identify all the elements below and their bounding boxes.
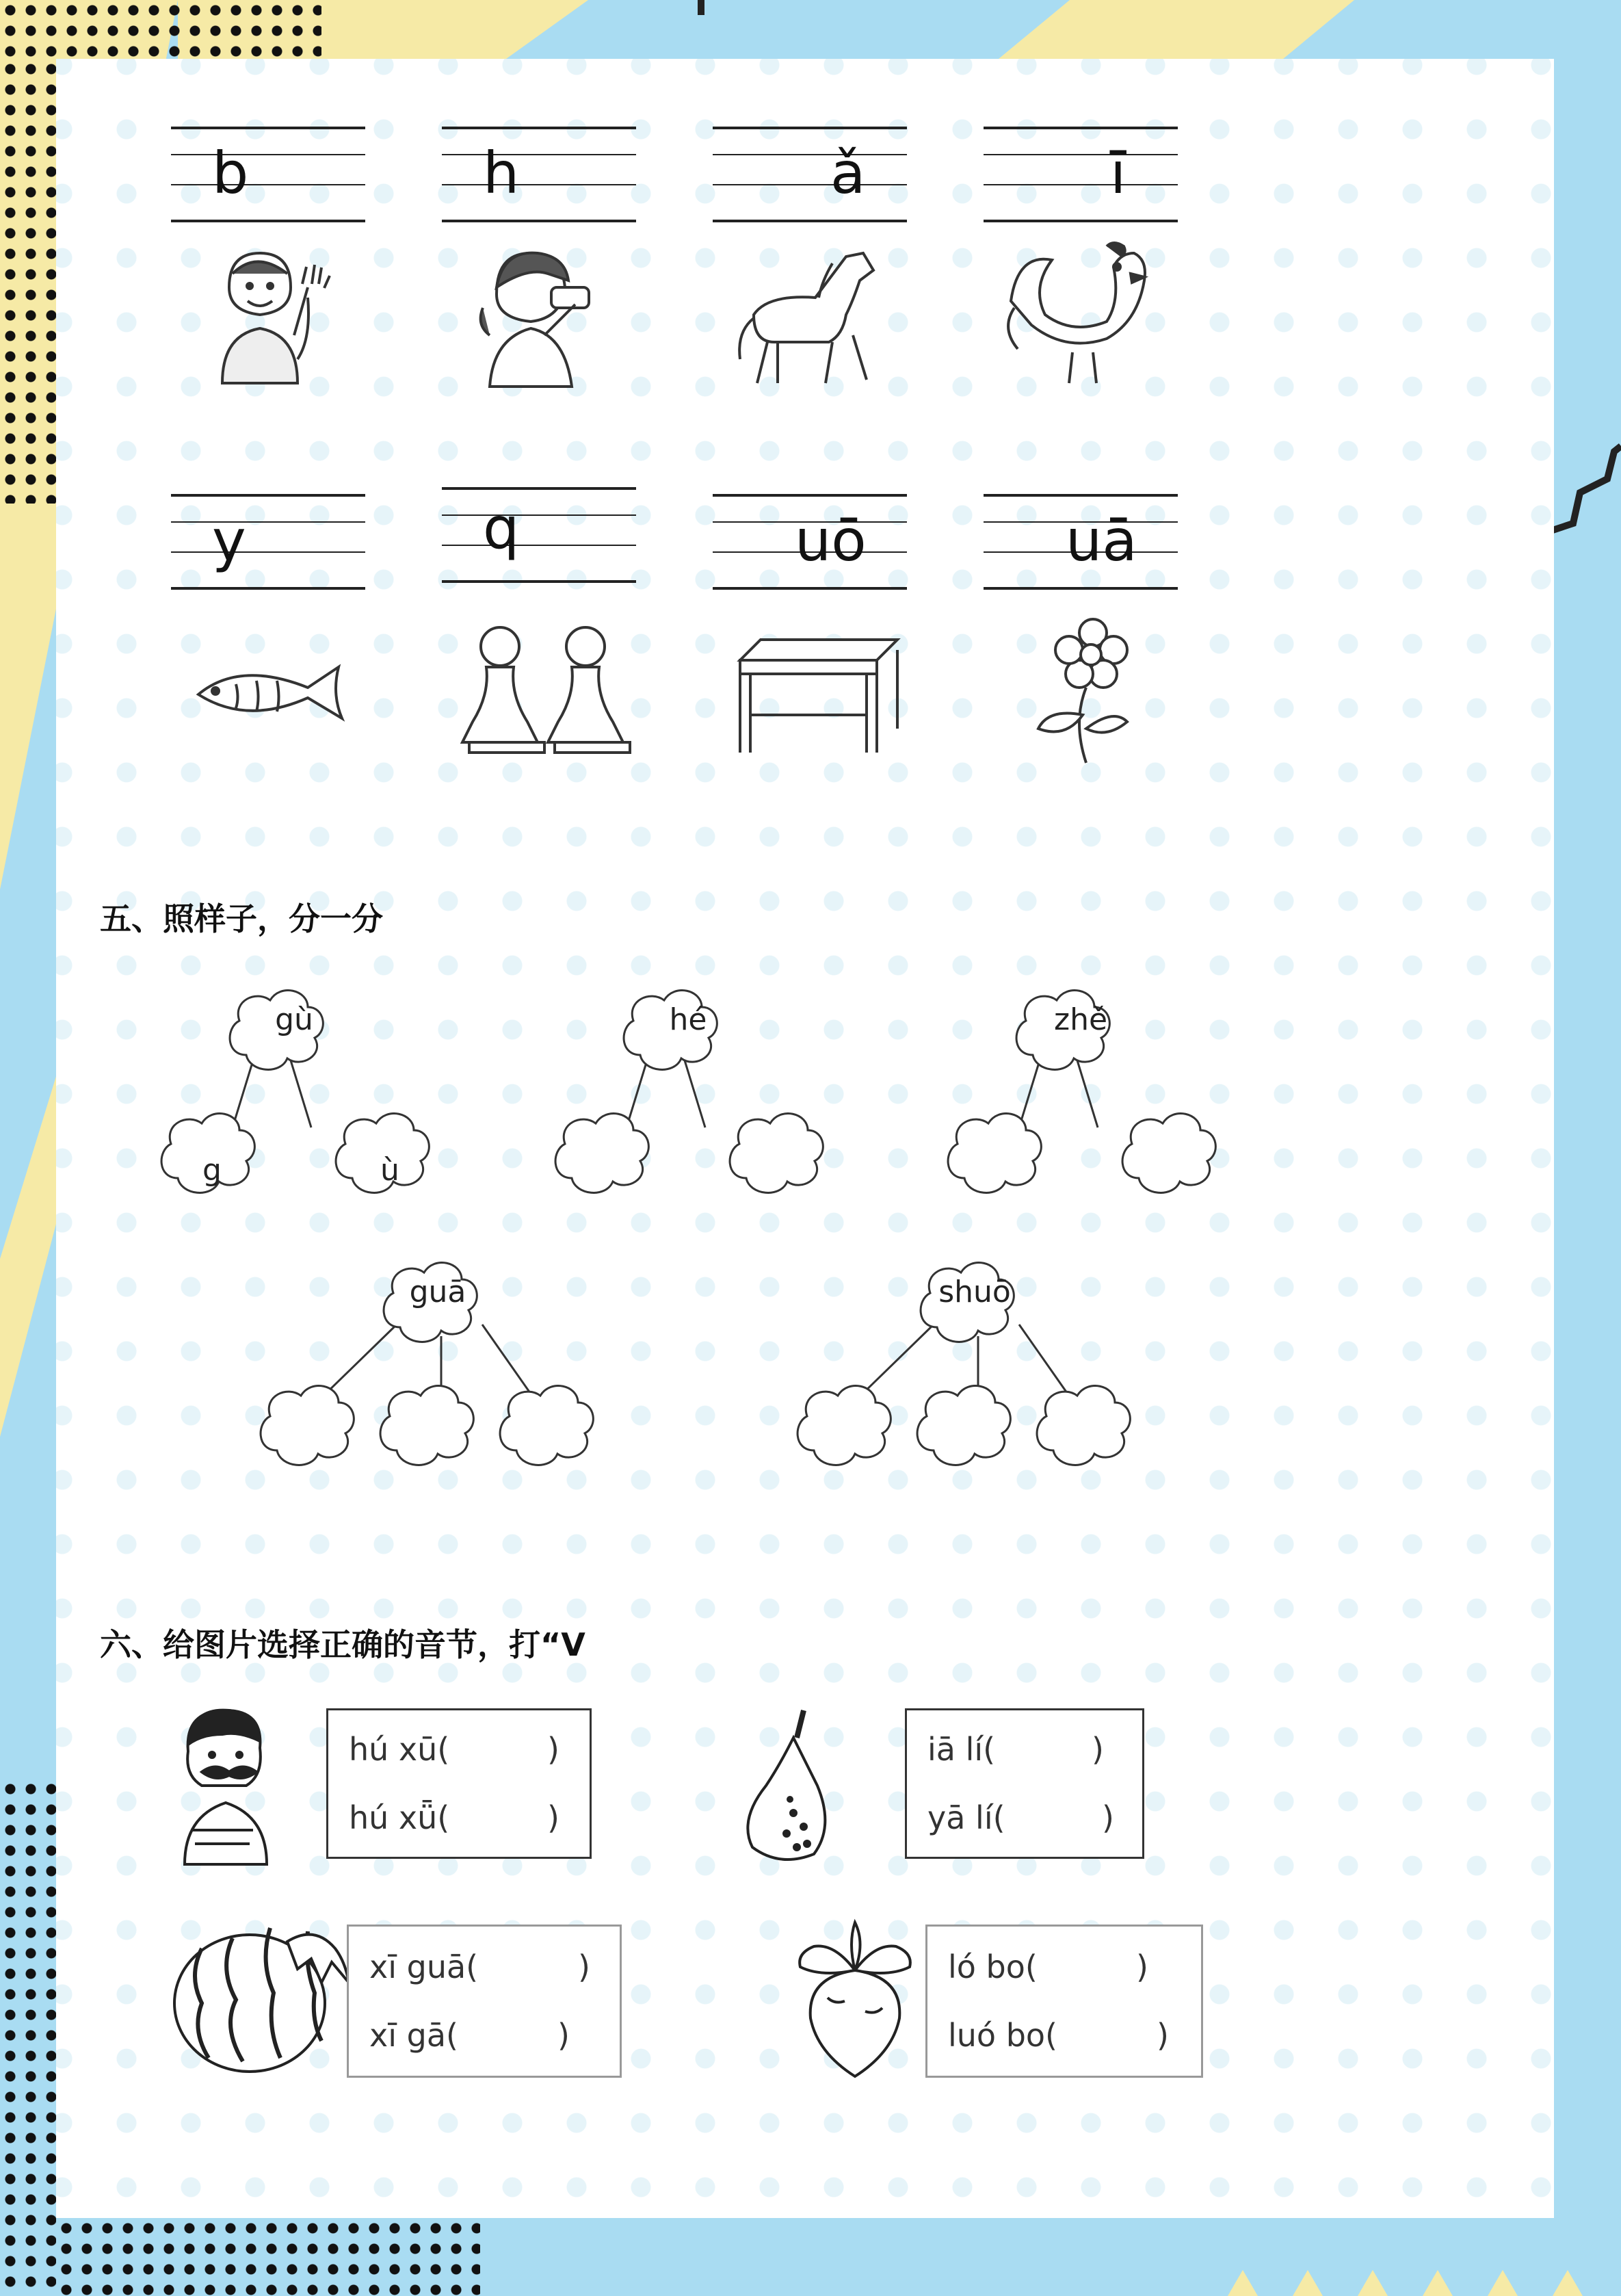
pinyin-grid[interactable] [171,127,365,222]
fish-icon [171,612,365,770]
flower-icon [984,612,1178,770]
close-paren: ) [578,1948,590,1985]
pinyin-grid[interactable] [442,127,636,222]
syllable-option[interactable]: hú xū( [349,1731,450,1768]
pinyin-grid[interactable] [442,487,636,583]
tree-child-slot[interactable] [558,1136,654,1204]
tree-child-slot[interactable] [923,1406,1019,1474]
deco-triangle [1228,2270,1258,2296]
deco-dots-bottom-left [0,1779,56,2296]
close-paren: ) [1157,2017,1169,2054]
deco-top-mark [691,0,711,21]
pinyin-letter: uō [795,507,867,574]
tree-child-slot[interactable] [951,1136,1046,1204]
syllable-option[interactable]: yā lí( [927,1799,1005,1836]
close-paren: ) [1102,1799,1114,1836]
section-title: 五、照样子，分一分 [100,900,383,937]
radish-icon [787,1916,923,2080]
tree-top-syllable: shuō [938,1274,1011,1309]
deco-triangle [1553,2270,1583,2296]
pinyin-letter: ī [1110,140,1126,207]
pinyin-letter: b [212,140,249,207]
tree-top-syllable: guā [409,1274,466,1309]
close-paren: ) [557,2017,570,2054]
pinyin-grid[interactable] [713,127,907,222]
pinyin-grid[interactable] [984,494,1178,590]
drinking-girl-icon [442,233,636,390]
syllable-option[interactable]: ló bo( [948,1948,1038,1985]
tree-child-slot[interactable] [804,1406,899,1474]
watermelon-icon [171,1921,356,2078]
pear-icon [739,1704,848,1868]
pinyin-letter: q [483,495,520,562]
deco-triangle [1488,2270,1518,2296]
table-icon [713,612,907,770]
mustache-man-icon [171,1704,274,1868]
tree-top-syllable: zhě [1053,1002,1108,1037]
close-paren: ) [547,1731,559,1768]
waving-man-icon [171,233,365,390]
deco-triangle [1293,2270,1323,2296]
pinyin-letter: y [212,507,246,574]
tree-child-slot[interactable] [1043,1406,1139,1474]
tree-child-slot[interactable] [1129,1136,1224,1204]
pinyin-letter: h [483,140,520,207]
deco-dots-left [0,59,56,504]
pinyin-letter: uā [1066,507,1137,574]
rooster-icon [984,233,1178,390]
syllable-option[interactable]: xī guā( [369,1948,479,1985]
pinyin-grid[interactable] [713,494,907,590]
syllable-choice-box [347,1925,622,2078]
pinyin-grid[interactable] [984,127,1178,222]
deco-triangle [1358,2270,1388,2296]
deco-triangle [1423,2270,1453,2296]
tree-child-slot[interactable] [267,1406,363,1474]
section-title: 六、给图片选择正确的音节，打“V [100,1626,585,1663]
syllable-option[interactable]: xī gā( [369,2017,458,2054]
tree-top-syllable: gù [275,1002,313,1037]
deco-stripe-top-2 [999,0,1354,59]
deco-dots-top-left [0,0,321,59]
tree-child-slot[interactable]: ù [380,1152,399,1188]
syllable-option[interactable]: iā lí( [927,1731,996,1768]
close-paren: ) [547,1799,559,1836]
pinyin-letter: ǎ [830,140,866,207]
syllable-choice-box [326,1708,592,1859]
syllable-option[interactable]: hú xǖ( [349,1799,450,1836]
tree-child-slot[interactable] [506,1406,602,1474]
close-paren: ) [1092,1731,1104,1768]
tree-child-slot[interactable] [386,1406,482,1474]
chess-pieces-icon [442,612,636,770]
syllable-choice-box [925,1925,1203,2078]
tree-child-slot[interactable] [736,1136,832,1204]
tree-top-syllable: hé [669,1002,707,1037]
close-paren: ) [1136,1948,1148,1985]
horse-icon [713,233,907,390]
syllable-choice-box [905,1708,1144,1859]
tree-child-slot[interactable]: g [202,1152,222,1188]
pinyin-grid[interactable] [171,494,365,590]
syllable-option[interactable]: luó bo( [948,2017,1057,2054]
deco-dots-bottom [56,2218,480,2296]
